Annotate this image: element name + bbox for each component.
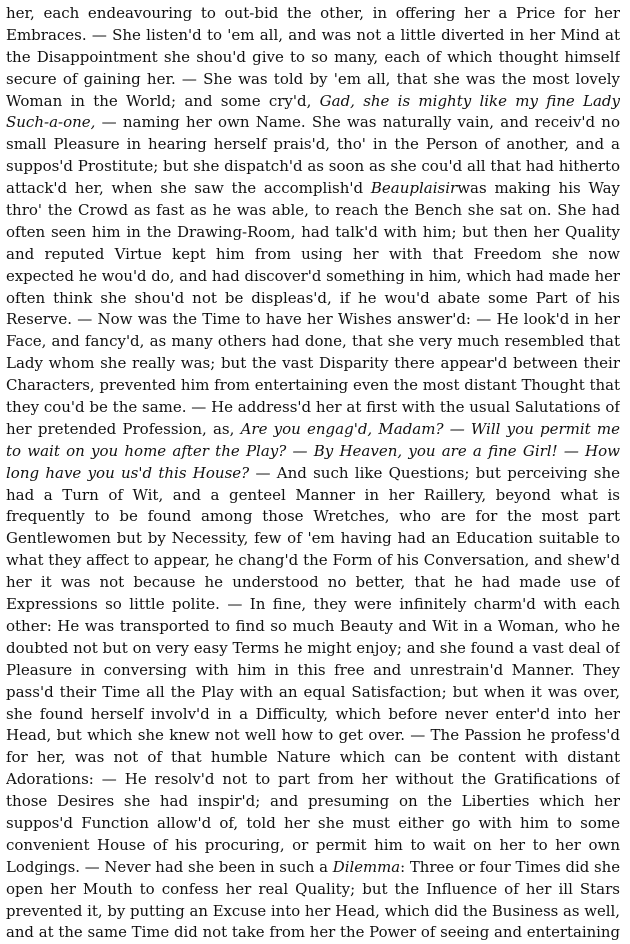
- text-line: [6, 397, 620, 419]
- text-run: frequently to be found among those Wretches, who are for the most part: [6, 507, 620, 526]
- text-line: [6, 25, 620, 47]
- text-run: Lady whom she really was; but the vast Disparity there appear'd between their: [6, 354, 620, 373]
- text-line: [6, 375, 620, 397]
- text-line: [6, 47, 620, 69]
- text-run: small Pleasure in hearing herself prais'd, tho' in the Person of another, and a: [6, 135, 620, 154]
- text-run: — naming her own Name. She was naturally vain, and receiv'd no: [95, 113, 620, 132]
- text-run: Face, and fancy'd, as many others had done, that she very much resembled that: [6, 332, 620, 351]
- text-line: [6, 835, 620, 857]
- text-run: those Desires she had inspir'd; and presuming on the Liberties which her: [6, 792, 620, 811]
- text-run: her it was not because he understood no better, that he had made use of: [6, 573, 620, 592]
- text-run: suppos'd Function allow'd of, told her she must either go with him to some: [6, 813, 620, 832]
- text-line: [6, 69, 620, 91]
- text-run: often think she shou'd not be displeas'd, if he wou'd abate some Part of his: [6, 288, 620, 307]
- text-line: [6, 660, 620, 682]
- text-line: [6, 769, 620, 791]
- text-line: [6, 309, 620, 331]
- text-run: convenient House of his procuring, or permit him to wait on her to her own: [6, 835, 620, 854]
- book-page: [6, 3, 620, 944]
- text-run: and at the same Time did not take from her the Power of seeing and entertaining: [6, 923, 620, 942]
- text-run: open her Mouth to confess her real Quality; but the Influence of her ill Stars: [6, 879, 620, 898]
- text-line: [6, 91, 620, 113]
- text-line: [6, 813, 620, 835]
- text-run: thro' the Crowd as fast as he was able, to reach the Bench she sat on. She had: [6, 201, 620, 220]
- text-line: [6, 857, 620, 879]
- text-line: [6, 550, 620, 572]
- text-line: [6, 288, 620, 310]
- text-line: [6, 791, 620, 813]
- italic-run: to wait on you home after the Play? — By Heaven, you are a fine Girl! — How: [6, 441, 620, 460]
- text-run: her pretended Profession, as,: [6, 419, 241, 438]
- text-run: was making his Way: [457, 179, 620, 198]
- text-run: Embraces. — She listen'd to 'em all, and was not a little diverted in her Mind at: [6, 25, 620, 44]
- text-line: [6, 200, 620, 222]
- text-line: [6, 244, 620, 266]
- text-line: [6, 594, 620, 616]
- text-run: prevented it, by putting an Excuse into her Head, which did the Business as well,: [6, 901, 620, 920]
- body-text: [6, 3, 620, 944]
- text-run: pass'd their Time all the Play with an equal Satisfaction; but when it was over,: [6, 682, 620, 701]
- text-run: for her, was not of that humble Nature which can be content with distant: [6, 748, 620, 767]
- italic-run: Gad, she is mighty like my fine Lady: [319, 91, 620, 110]
- italic-run: long have you us'd this House?: [6, 463, 250, 482]
- text-run: Lodgings. — Never had she been in such a: [6, 857, 333, 876]
- text-line: [6, 725, 620, 747]
- text-line: [6, 901, 620, 923]
- text-line: [6, 747, 620, 769]
- text-run: they cou'd be the same. — He address'd her at first with the usual Salutations of: [6, 398, 620, 417]
- text-run: Gentlewomen but by Necessity, few of 'em having had an Education suitable to: [6, 529, 620, 548]
- text-run: and reputed Virtue kept him from using her with that Freedom she now: [6, 244, 620, 263]
- text-run: Pleasure in conversing with him in this free and unrestrain'd Manner. They: [6, 660, 620, 679]
- italic-run: Beauplaisir: [370, 179, 458, 198]
- text-line: [6, 441, 620, 463]
- text-run: — And such like Questions; but perceiving she: [249, 463, 620, 482]
- text-line: [6, 638, 620, 660]
- text-line: [6, 112, 620, 134]
- text-run: secure of gaining her. — She was told by 'em all, that she was the most lovely: [6, 69, 620, 88]
- text-line: [6, 463, 620, 485]
- text-line: [6, 922, 620, 944]
- text-run: Expressions so little polite. — In fine, they were infinitely charm'd with each: [6, 595, 620, 614]
- text-run: Characters, prevented him from entertaining even the most distant Thought that: [6, 376, 620, 395]
- text-line: [6, 616, 620, 638]
- text-line: [6, 3, 620, 25]
- text-line: [6, 506, 620, 528]
- text-run: what they affect to appear, he chang'd the Form of his Conversation, and shew'd: [6, 551, 620, 570]
- text-line: [6, 879, 620, 901]
- text-run: her, each endeavouring to out-bid the other, in offering her a Price for her: [6, 4, 620, 22]
- text-run: Woman in the World; and some cry'd,: [6, 91, 320, 110]
- text-run: expected he wou'd do, and had discover'd something in him, which had made her: [6, 267, 620, 285]
- text-line: [6, 528, 620, 550]
- text-run: had a Turn of Wit, and a genteel Manner in her Raillery, beyond what is: [6, 485, 620, 504]
- text-run: the Disappointment she shou'd give to so many, each of which thought himself: [6, 47, 620, 66]
- text-line: [6, 222, 620, 244]
- text-run: attack'd her, when she saw the accomplish'd: [6, 179, 371, 198]
- text-run: other: He was transported to find so much Beauty and Wit in a Woman, who he: [6, 616, 620, 635]
- text-line: [6, 682, 620, 704]
- text-run: suppos'd Prostitute; but she dispatch'd as soon as she cou'd all that had hitherto: [6, 157, 620, 176]
- text-run: often seen him in the Drawing-Room, had talk'd with him; but then her Quality: [6, 222, 620, 241]
- text-line: [6, 572, 620, 594]
- text-line: [6, 485, 620, 507]
- text-run: : Three or four Times did she: [400, 857, 620, 876]
- text-run: Head, but which she knew not well how to get over. — The Passion he profess'd: [6, 726, 620, 745]
- text-line: [6, 156, 620, 178]
- text-line: [6, 178, 620, 200]
- italic-run: Such-a-one,: [6, 113, 96, 132]
- text-line: [6, 266, 620, 288]
- text-run: doubted not but on very easy Terms he might enjoy; and she found a vast deal of: [6, 638, 620, 657]
- text-line: [6, 331, 620, 353]
- italic-run: Are you engag'd, Madam? — Will you permit me: [240, 419, 620, 438]
- italic-run: Dilemma: [332, 857, 401, 876]
- text-run: she found herself involv'd in a Difficulty, which before never enter'd into her: [6, 704, 620, 723]
- text-run: Reserve. — Now was the Time to have her Wishes answer'd: — He look'd in her: [6, 310, 620, 329]
- text-line: [6, 419, 620, 441]
- text-run: Adorations: — He resolv'd not to part from her without the Gratifications of: [6, 770, 620, 789]
- text-line: [6, 353, 620, 375]
- text-line: [6, 704, 620, 726]
- text-line: [6, 134, 620, 156]
